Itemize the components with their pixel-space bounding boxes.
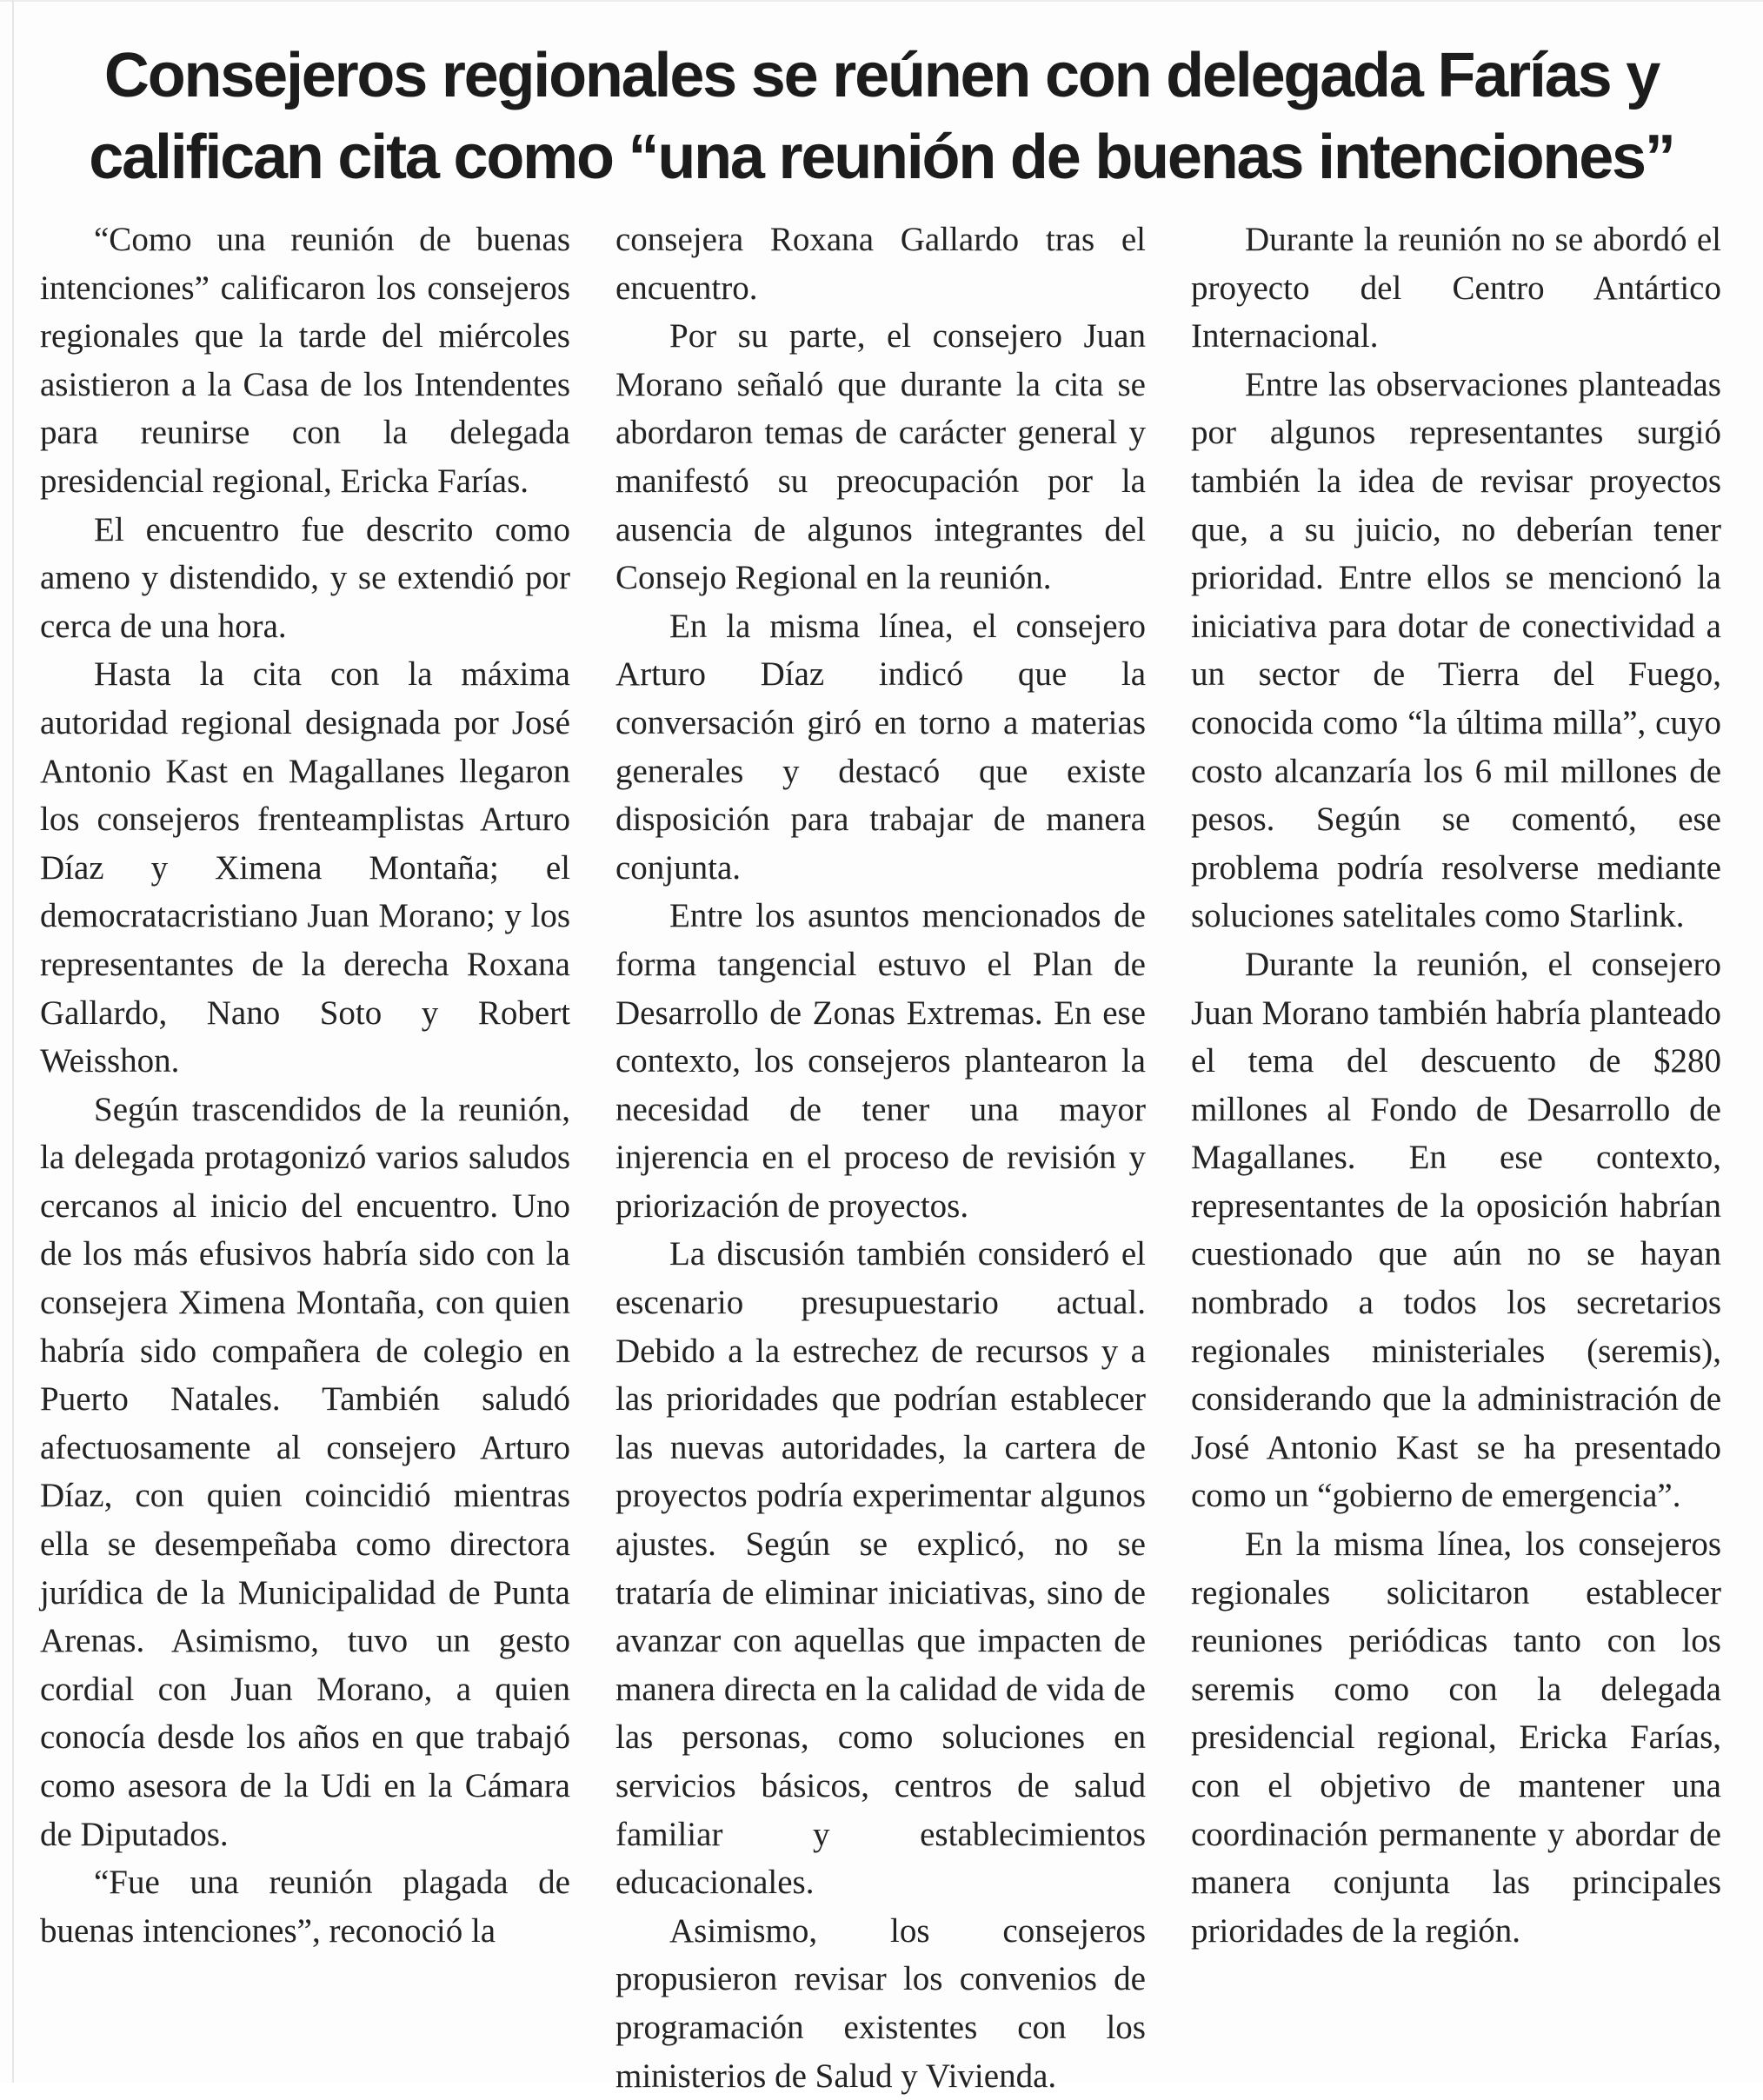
top-border <box>0 0 1763 2</box>
headline-line-1: Consejeros regionales se reúnen con delegada Farías y <box>103 41 1660 110</box>
paragraph: Entre las observaciones planteadas por algunos representantes surgió también la idea de revisar proyectos que, a su juicio, no deberían tener prioridad. Entre ellos se mencionó la iniciativa para dotar de conectividad a un sector de Tierra del Fuego, conocida como “la última milla”, cuyo costo alcanzaría los 6 mil millones de pesos. Según se comentó, ese problema podría resolverse mediante soluciones satelitales como Starlink. <box>1191 365 1721 935</box>
paragraph: “Fue una reunión plagada de buenas intenciones”, reconoció la <box>40 1864 570 1950</box>
text-column-2 <box>615 216 1146 2095</box>
text-column-1 <box>40 216 570 2050</box>
paragraph: “Como una reunión de buenas intenciones” calificaron los consejeros regionales que la tarde del miércoles asistieron a la Casa de los Intendentes para reunirse con la delegada presidencial regional, Ericka Farías. <box>40 221 570 500</box>
text-column-3 <box>1191 216 1721 2050</box>
headline <box>35 35 1728 198</box>
paragraph: Asimismo, los consejeros propusieron revisar los convenios de programación existentes con los ministerios de Salud y Vivienda. <box>615 1911 1146 2095</box>
paragraph: En la misma línea, el consejero Arturo Díaz indicó que la conversación giró en torno a materias generales y destacó que existe disposición para trabajar de manera conjunta. <box>615 607 1146 887</box>
paragraph: Durante la reunión no se abordó el proyecto del Centro Antártico Internacional. <box>1191 221 1721 356</box>
paragraph: En la misma línea, los consejeros regionales solicitaron establecer reuniones periódicas tanto con los seremis como con la delegada presidencial regional, Ericka Farías, con el objetivo de mantener una coordinación permanente y abordar de manera conjunta las principales prioridades de la región. <box>1191 1525 1721 1950</box>
paragraph: Entre los asuntos mencionados de forma tangencial estuvo el Plan de Desarrollo de Zonas Extremas. En ese contexto, los consejeros plantearon la necesidad de tener una mayor injerencia en el proceso de revisión y priorización de proyectos. <box>615 897 1146 1225</box>
paragraph: Por su parte, el consejero Juan Morano señaló que durante la cita se abordaron temas de carácter general y manifestó su preocupación por la ausencia de algunos integrantes del Consejo Regional en la reunión. <box>615 317 1146 597</box>
paragraph: Durante la reunión, el consejero Juan Morano también habría planteado el tema del descuento de $280 millones al Fondo de Desarrollo de Magallanes. En ese contexto, representantes de la oposición habrían cuestionado que aún no se hayan nombrado a todos los secretarios regionales ministeriales (seremis), considerando que la administración de José Antonio Kast se ha presentado como un “gobierno de emergencia”. <box>1191 945 1721 1515</box>
paragraph: Hasta la cita con la máxima autoridad regional designada por José Antonio Kast en Magallanes llegaron los consejeros frenteamplistas Arturo Díaz y Ximena Montaña; el democratacristiano Juan Morano; y los representantes de la derecha Roxana Gallardo, Nano Soto y Robert Weisshon. <box>40 655 570 1080</box>
paragraph: El encuentro fue descrito como ameno y distendido, y se extendió por cerca de una hora. <box>40 510 570 645</box>
left-border <box>12 0 14 2083</box>
paragraph: Según trascendidos de la reunión, la delegada protagonizó varios saludos cercanos al inicio del encuentro. Uno de los más efusivos habría sido con la consejera Ximena Montaña, con quien habría sido compañera de colegio en Puerto Natales. También saludó afectuosamente al consejero Arturo Díaz, con quien coincidió mientras ella se desempeñaba como directora jurídica de la Municipalidad de Punta Arenas. Asimismo, tuvo un gesto cordial con Juan Morano, a quien conocía desde los años en que trabajó como asesora de la Udi en la Cámara de Diputados. <box>40 1090 570 1853</box>
headline-line-2: califican cita como “una reunión de buenas intenciones” <box>89 123 1674 192</box>
paragraph: La discusión también consideró el escenario presupuestario actual. Debido a la estrechez de recursos y a las prioridades que podrían establecer las nuevas autoridades, la cartera de proyectos podría experimentar algunos ajustes. Según se explicó, no se trataría de eliminar iniciativas, sino de avanzar con aquellas que impacten de manera directa en la calidad de vida de las personas, como soluciones en servicios básicos, centros de salud familiar y establecimientos educacionales. <box>615 1235 1146 1902</box>
paragraph-continued: consejera Roxana Gallardo tras el encuentro. <box>615 221 1146 307</box>
